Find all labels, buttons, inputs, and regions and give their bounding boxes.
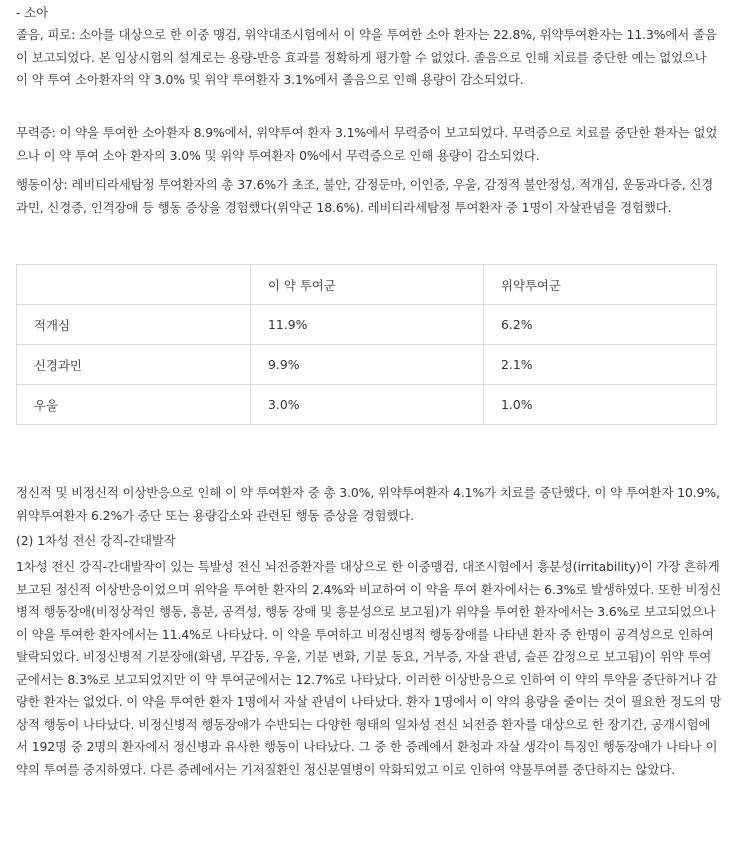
asthenia-paragraph: 무력증: 이 약을 투여한 소아환자 8.9%에서, 위약투여 환자 3.1%에서 무력증이 보고되었다. 무력증으로 치료를 중단한 환자는 없었으나 이 약 투여 소아 환자의 3.0% 및 위약 투여환자 0%에서 무력증으로 인해 용량이 감소되었다. [16, 125, 718, 163]
behavior-paragraph: 행동이상: 레비티라세탐정 투여환자의 총 37.6%가 초조, 불안, 감정둔마, 이인증, 우울, 감정적 불안정성, 적개심, 운동과다증, 신경과민, 신경증, 인격장애 등 행동 증상을 경험했다(위약군 18.6%). 레비티라세탐정 투여환자 중 1명이 자살관념을 경험했다. [16, 177, 714, 215]
table-cell: 11.9% [251, 305, 484, 345]
table-row [17, 345, 717, 385]
generalized-seizure-paragraph: 1차성 전신 강직-간대발작이 있는 특발성 전신 뇌전증환자를 대상으로 한 이중맹검, 대조시험에서 흥분성(irritability)이 가장 흔하게 보고된 정신적 이상반응이었으며 위약을 투여한 환자의 2.4%와 비교하여 이 약을 투여 환자에서는 6.3%로 발생하였다. 또한 비정신병적 행동장애(비정상적인 행동, 흥분, 공격성, 행동 장애 및 흥분성으로 보고됨)가 위약을 투여한 환자에서는 3.6%로 보고되었으나 이 약을 투여한 환자에서는 11.4%로 나타났다. 이 약을 투여하고 비정신병적 행동장애를 나타낸 환자 중 한명이 공격성으로 인하여 탈락되었다. 비정신병적 기분장애(화냄, 무감동, 우울, 기분 변화, 기분 동요, 거부증, 자살 관념, 슬픈 감정으로 보고됨)이 위약 투여군에서는 8.3%로 보고되었지만 이 약 투여군에서는 12.7%로 나타났다. 이러한 이상반응으로 인하여 이 약의 투약을 중단하거나 감량한 환자는 없었다. 이 약을 투여한 환자 1명에서 자살 관념이 나타났다. 환자 1명에서 이 약의 용량을 줄이는 것이 필요한 정도의 망상적 행동이 나타났다. 비정신병적 행동장애가 수반되는 다양한 형태의 일차성 전신 뇌전증 환자를 대상으로 한 장기간, 공개시험에서 192명 중 2명의 환자에서 정신병과 유사한 행동이 나타났다. 그 중 한 증례에서 환청과 자살 생각이 특징인 행동장애가 나타나 이 약의 투여를 중지하였다. 다른 증례에서는 기저질환인 정신분열병이 악화되었고 이로 인하여 약물투여를 중단하지는 않았다. [16, 559, 722, 777]
table-row-label: 적개심 [17, 305, 251, 345]
table-cell: 9.9% [251, 345, 484, 385]
section-label: - 소아 [16, 5, 48, 20]
table-cell: 6.2% [484, 305, 717, 345]
discontinuation-paragraph: 정신적 및 비정신적 이상반응으로 인해 이 약 투여환자 중 총 3.0%, 위약투여환자 4.1%가 치료를 중단했다. 이 약 투여환자 10.9%, 위약투여환자 6.2%가 중단 또는 용량감소와 관련된 행동 증상을 경험했다. [16, 485, 720, 523]
table-row-label: 우울 [17, 385, 251, 425]
table-header-row [17, 265, 717, 305]
table-cell: 3.0% [251, 385, 484, 425]
table-header-cell: 이 약 투여군 [251, 265, 484, 305]
table-cell: 1.0% [484, 385, 717, 425]
subsection-heading: (2) 1차성 전신 강직-간대발작 [16, 533, 176, 548]
table-header-cell: 위약투여군 [484, 265, 717, 305]
table-row [17, 305, 717, 345]
table-cell: 2.1% [484, 345, 717, 385]
table-row-label: 신경과민 [17, 345, 251, 385]
somnolence-paragraph: 졸음, 피로: 소아를 대상으로 한 이중 맹검, 위약대조시험에서 이 약을 투여한 소아 환자는 22.8%, 위약투여환자는 11.3%에서 졸음이 보고되었다. 본 임상시험의 설계로는 용량-반응 효과를 정확하게 평가할 수 없었다. 졸음으로 인해 치료를 중단한 예는 없었으나 이 약 투여 소아환자의 약 3.0% 및 위약 투여환자 3.1%에서 졸음으로 인해 용량이 감소되었다. [16, 27, 717, 87]
adverse-reaction-table [16, 264, 717, 425]
table-row [17, 385, 717, 425]
table-header-cell [17, 265, 251, 305]
